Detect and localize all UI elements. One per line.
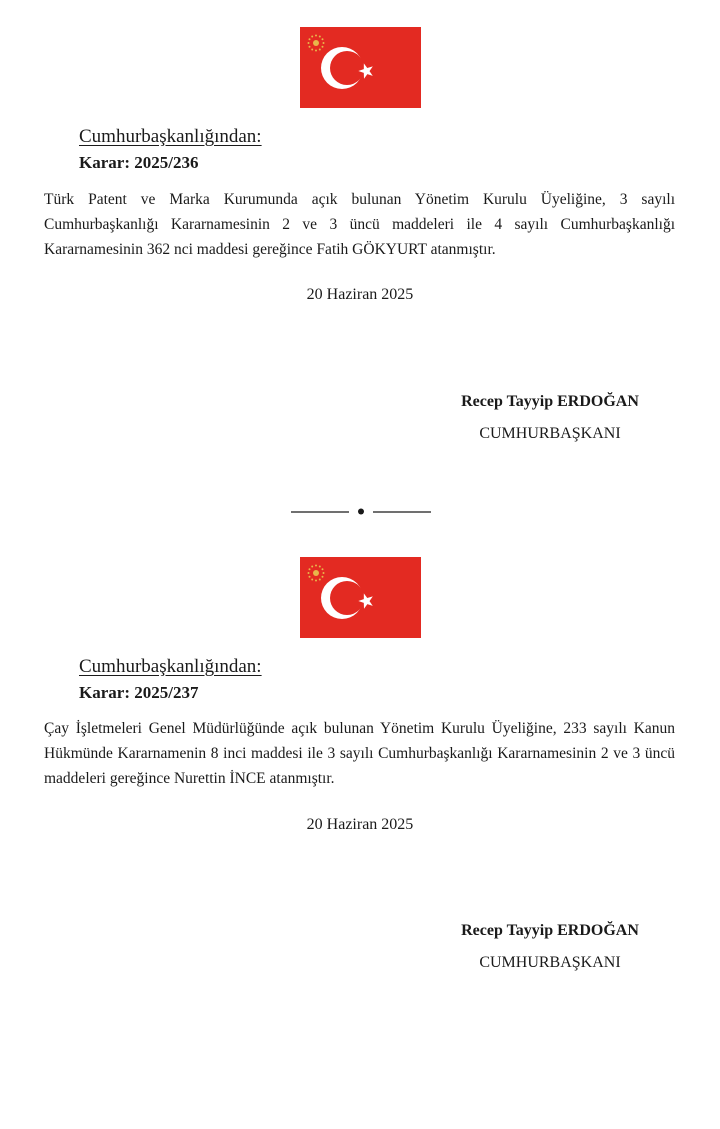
signer-title: CUMHURBAŞKANI xyxy=(479,954,621,971)
decision-text: Türk Patent ve Marka Kurumunda açık bulunan Yönetim Kurulu Üyeliğine, 3 sayılı Cumhurbaşkanlığı Kararnamesinin 2 ve 3 üncü maddeleri ile 4 sayılı Cumhurbaşkanlığı Kararnamesinin 362 nci maddesi gereğince Fatih GÖKYURT atanmıştır. xyxy=(44,191,675,258)
signer-title: CUMHURBAŞKANI xyxy=(479,425,621,442)
issuer-heading: Cumhurbaşkanlığından: xyxy=(79,656,262,677)
presidential-flag-icon xyxy=(300,27,421,108)
issuer-heading: Cumhurbaşkanlığından: xyxy=(79,126,262,147)
decision-date: 20 Haziran 2025 xyxy=(306,286,414,303)
decision-number: Karar: 2025/236 xyxy=(79,153,199,172)
decision-date: 20 Haziran 2025 xyxy=(306,816,414,833)
signer-name: Recep Tayyip ERDOĞAN xyxy=(461,393,639,410)
decision-text: Çay İşletmeleri Genel Müdürlüğünde açık bulunan Yönetim Kurulu Üyeliğine, 233 sayılı Kanun Hükmünde Kararnamenin 8 inci maddesi ile 3 sayılı Cumhurbaşkanlığı Kararnamesinin 2 ve 3 üncü maddeleri gereğince Nurettin İNCE atanmıştır. xyxy=(44,720,675,787)
decision-number: Karar: 2025/237 xyxy=(79,683,199,702)
presidential-flag-icon xyxy=(300,557,421,638)
section-divider xyxy=(291,504,431,518)
signer-name: Recep Tayyip ERDOĞAN xyxy=(461,922,639,939)
